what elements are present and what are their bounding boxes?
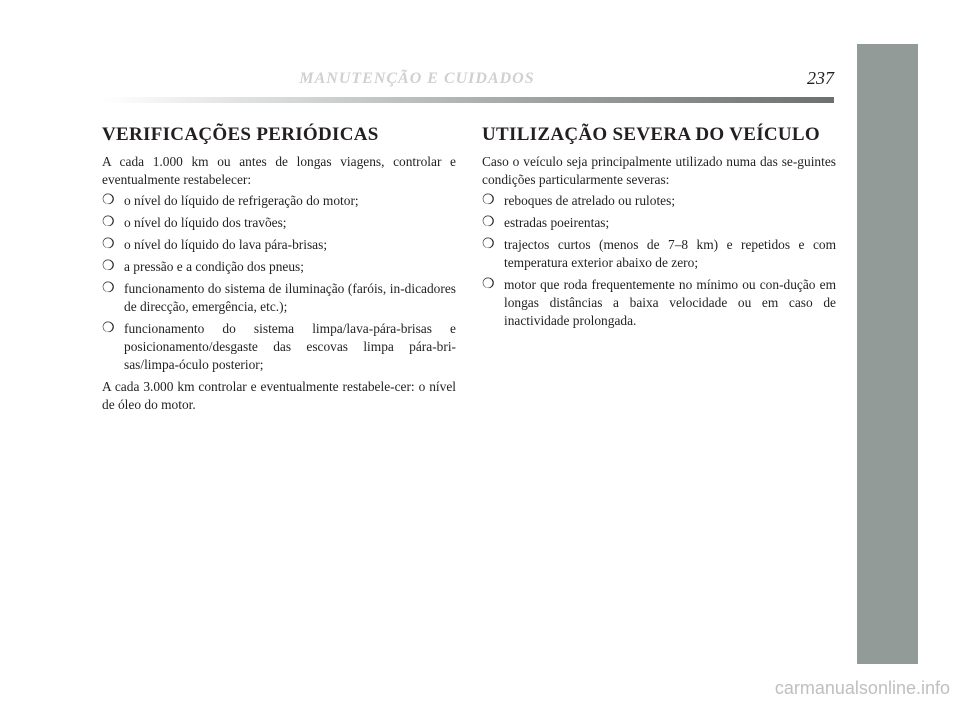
list-item [102,258,456,276]
header-gradient-bar [102,97,834,103]
list-item-text: trajectos curtos (menos de 7–8 km) e repetidos e com temperatura exterior abaixo de zero; [504,237,836,270]
list-item-text: reboques de atrelado ou rulotes; [504,193,676,208]
circle-bullet-icon: ❍ [482,193,495,208]
running-title: MANUTENÇÃO E CUIDADOS [299,70,535,87]
section-intro: Caso o veículo seja principalmente utilizado numa das se-guintes condições particularmente severas: [482,154,836,187]
list-item [482,276,836,330]
section-title: VERIFICAÇÕES PERIÓDICAS [102,124,379,145]
list-item [102,192,456,210]
list-item-text: funcionamento do sistema limpa/lava-pára-brisas e posicionamento/desgaste das escovas limpa pára-bri-sas/limpa-óculo posterior; [124,321,456,372]
circle-bullet-icon: ❍ [482,237,495,252]
circle-bullet-icon: ❍ [102,215,115,230]
circle-bullet-icon: ❍ [102,281,115,296]
list-item [482,236,836,272]
list-item-text: motor que roda frequentemente no mínimo ou con-dução em longas distâncias a baixa velocidade ou em caso de inactividade prolongada. [504,277,836,328]
page-number: 237 [807,68,834,88]
circle-bullet-icon: ❍ [102,237,115,252]
circle-bullet-icon: ❍ [102,321,115,336]
list-item-text: o nível do líquido de refrigeração do motor; [124,193,359,208]
list-item-text: estradas poeirentas; [504,215,610,230]
watermark-link[interactable]: carmanualsonline.info [774,678,950,698]
condition-list [482,192,836,330]
section-title: UTILIZAÇÃO SEVERA DO VEÍCULO [482,124,820,145]
section-utilizacao-severa [482,124,836,334]
chapter-side-tab [857,44,918,664]
list-item-text: a pressão e a condição dos pneus; [124,259,304,274]
check-list [102,192,456,374]
list-item-text: funcionamento do sistema de iluminação (faróis, in-dicadores de direcção, emergência, etc.); [124,281,456,314]
list-item [102,236,456,254]
list-item [482,192,836,210]
list-item-text: o nível do líquido do lava pára-brisas; [124,237,328,252]
list-item [102,280,456,316]
list-item [102,320,456,374]
section-verificacoes-periodicas [102,124,456,414]
section-closing: A cada 3.000 km controlar e eventualmente restabele-cer: o nível de óleo do motor. [102,379,456,412]
circle-bullet-icon: ❍ [482,277,495,292]
list-item-text: o nível do líquido dos travões; [124,215,287,230]
list-item [482,214,836,232]
circle-bullet-icon: ❍ [102,259,115,274]
section-intro: A cada 1.000 km ou antes de longas viagens, controlar e eventualmente restabelecer: [102,154,456,187]
circle-bullet-icon: ❍ [102,193,115,208]
list-item [102,214,456,232]
circle-bullet-icon: ❍ [482,215,495,230]
